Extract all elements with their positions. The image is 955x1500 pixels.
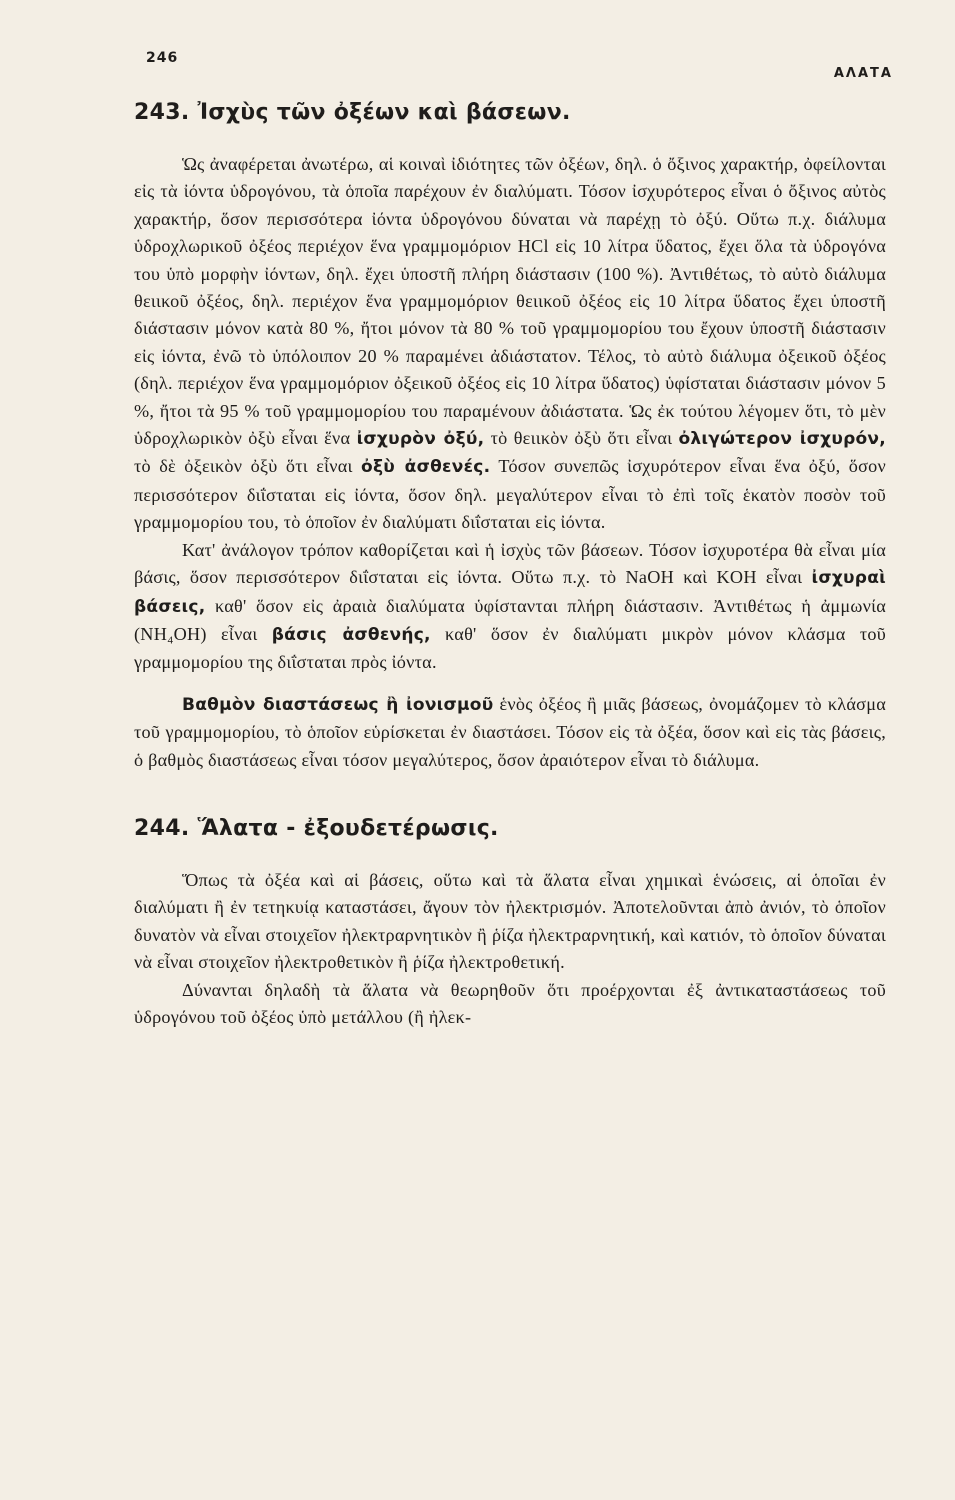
text-run: καθ' ὅσον ἐν διαλύματι μικρὸν μόνον κλάσμα τοῦ γραμμομορίου της διΐσταται πρὸς ἰόντα. [134,623,886,673]
section-243-title: 243. Ἰσχὺς τῶν ὀξέων καὶ βάσεων. [134,100,571,125]
text-run: ἑνὸς ὀξέος ἢ μιᾶς βάσεως, ὀνομάζομεν τὸ κλάσμα τοῦ γραμμομορίου, τὸ ὁποῖον εὑρίσκεται ἐν διαστάσει. Τόσον εἰς τὰ ὀξέα, ὅσον καὶ εἰς τὰς βάσεις, ὁ βαθμὸς διαστάσεως εἶναι τόσον μεγαλύτερος, ὅσον ἀραιότερον εἶναι τὸ διάλυμα. [134,693,886,770]
page-number: 246 [146,50,179,66]
text-run: τὸ δὲ ὀξεικὸν ὀξὺ ὅτι εἶναι [134,456,362,477]
bold-term-weak-acid: ὀξὺ ἀσθενές. [361,457,491,478]
paragraph-salts-origin: Δύνανται δηλαδὴ τὰ ἅλατα νὰ θεωρηθοῦν ὅτι προέρχονται ἐξ ἀντικαταστάσεως τοῦ ὑδρογόνου τοῦ ὀξέος ὑπὸ μετάλλου (ἢ ἠλεκ- [134,979,886,1027]
paragraph-base-strength [134,537,886,677]
paragraph-degree-of-dissociation [134,691,886,774]
bold-term-degree-dissociation: Βαθμὸν διαστάσεως ἢ ἰονισμοῦ [182,694,494,715]
running-head: ΑΛΑΤΑ [833,66,893,81]
section-244-title: 244. Ἅλατα - ἐξουδετέρωσις. [134,815,499,841]
bold-term-weak-base: βάσις ἀσθενής, [271,624,431,645]
text-run: Τόσον συνεπῶς ἰσχυρότερον εἶναι ἕνα ὀξύ, ὅσον περισσότερον διΐσταται εἰς ἰόντα, ὅσον δηλ. μεγαλύτερον εἶναι τὸ ἐπὶ τοῖς ἑκατὸν ποσὸν τοῦ γραμμομορίου του, τὸ ὁποῖον ἐν διαλύματι διΐσταται εἰς ἰόντα. [134,456,887,533]
bold-term-strong-acid: ἰσχυρὸν ὀξύ, [356,429,485,450]
text-run: Κατ' ἀνάλογον τρόπον καθορίζεται καὶ ἡ ἰσχὺς τῶν βάσεων. Τόσον ἰσχυροτέρα θὰ εἶναι μία βάσις, ὅσον περισσότερον διΐσταται εἰς ἰόντα. Οὕτω π.χ. τὸ NaOH καὶ KOH εἶναι [134,539,886,588]
text-run: τὸ θειικὸν ὀξὺ ὅτι εἶναι [484,428,679,449]
text-run: Ὡς ἀναφέρεται ἀνωτέρω, αἱ κοιναὶ ἰδιότητες τῶν ὀξέων, δηλ. ὁ ὄξινος χαρακτήρ, ὀφείλονται εἰς τὰ ἰόντα ὑδρογόνου, τὰ ὁποῖα παρέχουν ἐν διαλύματι. Τόσον ἰσχυρότερος εἶναι ὁ ὄξινος αὐτὸς χαρακτήρ, ὅσον περισσότερα ἰόντα ὑδρογόνου δύναται νὰ παρέχῃ τὸ ὀξύ. Οὕτω π.χ. διάλυμα ὑδροχλωρικοῦ ὀξέος περιέχον ἕνα γραμμομόριον HCl εἰς 10 λίτρα ὕδατος, ἔχει ὅλα τὰ ὑδρογόνα του ὑπὸ μορφὴν ἰόντων, δηλ. ἔχει ὑποστῆ πλήρη διάστασιν (100 %). Ἀντιθέτως, τὸ αὐτὸ διάλυμα θειικοῦ ὀξέος, δηλ. περιέχον ἕνα γραμμομόριον θειικοῦ ὀξέος εἰς 10 λίτρα ὕδατος ἔχει ὑποστῆ διάστασιν μόνον κατὰ 80 %, ἤτοι μόνον τὰ 80 % τοῦ γραμμομορίου του ἔχουν ὑποστῆ διάστασιν εἰς ἰόντα, ἐνῶ τὸ ὑπόλοιπον 20 % παραμένει ἀδιάστατον. Τέλος, τὸ αὐτὸ διάλυμα ὀξεικοῦ ὀξέος (δηλ. περιέχον ἕνα γραμμομόριον ὀξεικοῦ ὀξέος εἰς 10 λίτρα ὕδατος) ὑφίσταται διάστασιν μόνον 5 %, ἤτοι τὰ 95 % τοῦ γραμμομορίου του παραμένουν ἀδιάστατα. Ὡς ἐκ τούτου λέγομεν ὅτι, τὸ μὲν ὑδροχλωρικὸν ὀξὺ εἶναι ἕνα [134,154,886,449]
page-content [134,100,886,1031]
paragraph-salts-definition: Ὅπως τὰ ὀξέα καὶ αἱ βάσεις, οὕτω καὶ τὰ ἅλατα εἶναι χημικαὶ ἑνώσεις, αἱ ὁποῖαι ἐν διαλύματι ἢ ἐν τετηκυίᾳ καταστάσει, ἄγουν τὸν ἠλεκτρισμόν. Ἀποτελοῦνται ἀπὸ ἀνιόν, τὸ ὁποῖον δυνατὸν νὰ εἶναι στοιχεῖον ἠλεκτραρνητικὸν ἢ ῥίζα ἠλεκτραρνητική, καὶ κατιόν, τὸ ὁποῖον δύναται νὰ εἶναι στοιχεῖον ἠλεκτροθετικὸν ἢ ῥίζα ἠλεκτροθετική. [134,869,886,973]
text-run: καθ' ὅσον εἰς ἀραιὰ διαλύματα ὑφίστανται πλήρη διάστασιν. Ἀντιθέτως ἡ ἀμμωνία (NH₄OH) εἶναι [134,595,886,644]
paragraph-acid-strength [134,151,886,537]
bold-term-strong-bases: ἰσχυραὶ βάσεις, [134,568,886,617]
bold-term-less-strong: ὀλιγώτερον ἰσχυρόν, [678,429,886,450]
